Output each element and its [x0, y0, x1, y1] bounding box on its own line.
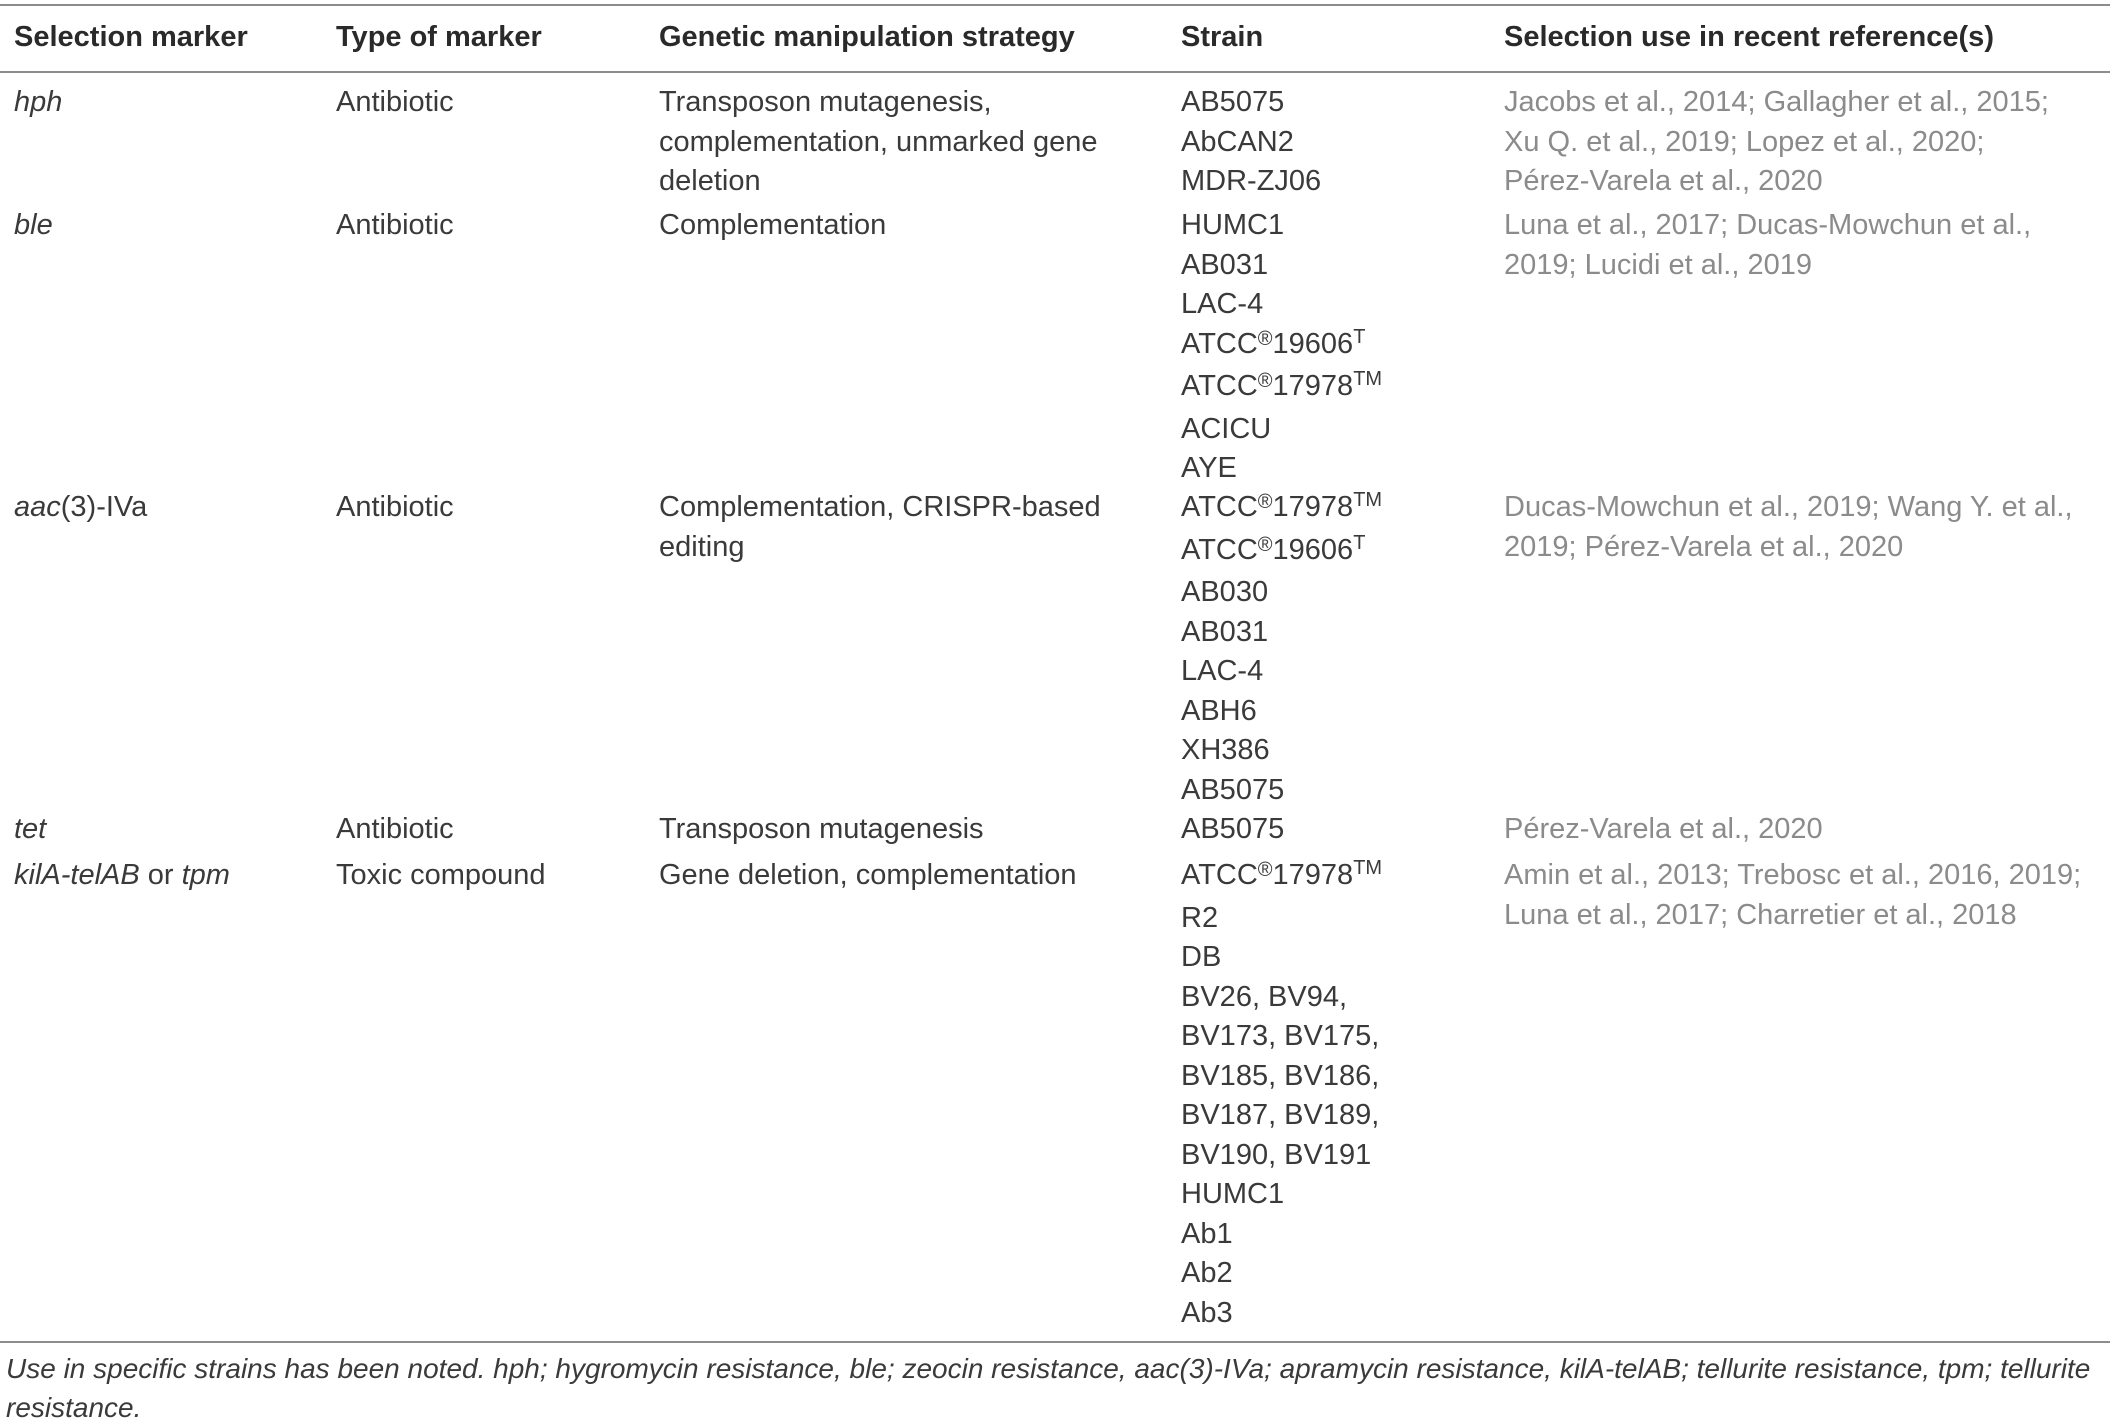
type-strain-mark: T: [1353, 325, 1366, 348]
strategy-line: Transposon mutagenesis,: [659, 86, 992, 118]
header-references: Selection use in recent reference(s): [1504, 21, 1994, 53]
strain-item: BV173, BV175,: [1181, 1020, 1380, 1052]
references-cell: Ducas-Mowchun et al., 2019; Wang Y. et al., 2019; Pérez-Varela et al., 2020: [1504, 491, 2073, 563]
reference-link[interactable]: Trebosc et al., 2016, 2019: [1737, 859, 2074, 891]
table-header-rule: [0, 71, 2110, 73]
reference-link[interactable]: Gallagher et al., 2015: [1763, 86, 2041, 118]
strain-item: AbCAN2: [1181, 125, 1294, 158]
strategy-line: Complementation: [659, 209, 887, 241]
references-cell: [1504, 810, 1823, 850]
strain-item: R2: [1181, 901, 1219, 934]
registered-mark: ®: [1257, 370, 1273, 392]
marker-cell: ble: [14, 209, 53, 241]
strain-item: XH386: [1181, 734, 1270, 766]
reference-link[interactable]: Jacobs et al., 2014: [1504, 86, 1748, 118]
strain-cell: [1181, 856, 1382, 1333]
reference-link[interactable]: Xu Q. et al., 2019: [1504, 125, 1730, 158]
strain-item: ATCC®17978™: [1181, 489, 1383, 523]
strain-item: ABH6: [1181, 694, 1257, 727]
registered-mark: ®: [1257, 327, 1273, 350]
strategy-line: Gene deletion, complementation: [659, 859, 1077, 891]
header-selection-marker: Selection marker: [14, 21, 248, 53]
header-strategy: Genetic manipulation strategy: [659, 21, 1075, 53]
strain-item: LAC-4: [1181, 655, 1264, 687]
reference-link[interactable]: Pérez-Varela et al., 2020: [1584, 530, 1904, 563]
type-strain-mark: T: [1353, 531, 1366, 554]
strain-item: DB: [1181, 941, 1222, 973]
strain-cell: [1181, 810, 1284, 850]
reference-link-part[interactable]: 2019: [1504, 530, 1569, 563]
strain-item: AB031: [1181, 615, 1269, 648]
strategy-line: editing: [659, 530, 745, 563]
strategy-cell: [659, 206, 1159, 246]
strain-item: AB030: [1181, 576, 1269, 608]
reference-link[interactable]: Luna et al., 2017: [1504, 898, 1721, 931]
reference-link[interactable]: Pérez-Varela et al., 2020: [1504, 165, 1823, 197]
strain-item: $ATCC®19606^T$: [1181, 325, 1366, 360]
reference-link[interactable]: Ducas-Mowchun et al., 2019: [1504, 491, 1872, 523]
strain-item: Ab2: [1181, 1257, 1233, 1289]
strain-cell: [1181, 83, 1321, 202]
references-cell: Jacobs et al., 2014; Gallagher et al., 2015; Xu Q. et al., 2019; Lopez et al., 2020; Pérez-Varela et al., 2020: [1504, 86, 2049, 197]
registered-mark: ®: [1257, 533, 1273, 556]
strategy-line: Transposon mutagenesis: [659, 813, 984, 845]
strategy-line: complementation, unmarked gene: [659, 125, 1098, 158]
strain-item: BV185, BV186,: [1181, 1059, 1380, 1092]
table-bottom-rule: [0, 1341, 2110, 1343]
type-cell: Antibiotic: [336, 491, 454, 523]
strain-item: BV26, BV94,: [1181, 980, 1348, 1013]
strain-item: ATCC®17978™: [1181, 857, 1383, 891]
strain-cell: [1181, 206, 1382, 489]
strain-item: Ab3: [1181, 1296, 1233, 1329]
strain-item: MDR-ZJ06: [1181, 165, 1322, 197]
type-cell: Antibiotic: [336, 209, 454, 241]
marker-cell: kilA-telAB or tpm: [14, 859, 230, 891]
strain-item: AB5075: [1181, 86, 1285, 118]
strategy-line: deletion: [659, 165, 761, 197]
trademark-mark: TM: [1353, 857, 1383, 879]
table-top-rule: [0, 4, 2110, 6]
reference-link[interactable]: Lopez et al., 2020: [1745, 125, 1977, 158]
header-type-of-marker: Type of marker: [336, 21, 542, 53]
strain-cell: [1181, 488, 1382, 810]
table-footnote: Use in specific strains has been noted. hph; hygromycin resistance, ble; zeocin resistance, aac(3)-IVa; apramycin resistance, kilA-telAB; tellurite resistance, tpm; tellurite resistance.: [6, 1353, 2091, 1423]
strategy-cell: [659, 810, 1159, 850]
type-cell: Antibiotic: [336, 86, 454, 118]
strain-item: AYE: [1181, 452, 1237, 484]
strain-item: AB5075: [1181, 773, 1285, 806]
reference-link-part[interactable]: Wang Y. et al.,: [1887, 491, 2073, 523]
strategy-line: Complementation, CRISPR-based: [659, 491, 1101, 523]
strategy-cell: [659, 856, 1159, 896]
strain-item: HUMC1: [1181, 209, 1285, 241]
marker-cell: hph: [14, 86, 63, 118]
reference-link[interactable]: Luna et al., 2017: [1504, 209, 1721, 241]
strain-item: $ATCC®19606^T$: [1181, 531, 1366, 566]
marker-cell: aac(3)-IVa: [14, 491, 148, 523]
strain-item: AB031: [1181, 248, 1269, 281]
reference-link[interactable]: Lucidi et al., 2019: [1584, 248, 1812, 281]
marker-cell: tet: [14, 813, 47, 845]
reference-link-part[interactable]: 2019: [1504, 248, 1569, 281]
references-cell: Luna et al., 2017; Ducas-Mowchun et al., 2019; Lucidi et al., 2019: [1504, 209, 2032, 281]
reference-link[interactable]: Charretier et al., 2018: [1736, 898, 2017, 931]
registered-mark: ®: [1257, 491, 1273, 513]
strain-item: BV190, BV191: [1181, 1138, 1372, 1171]
trademark-mark: TM: [1353, 489, 1383, 511]
strain-item: ATCC®17978™: [1181, 368, 1383, 402]
strategy-cell: [659, 488, 1159, 567]
reference-link[interactable]: Pérez-Varela et al., 2020: [1504, 813, 1823, 845]
type-cell: Antibiotic: [336, 813, 454, 845]
registered-mark: ®: [1257, 859, 1273, 881]
strain-item: AB5075: [1181, 813, 1285, 845]
strain-item: HUMC1: [1181, 1178, 1285, 1210]
reference-link[interactable]: Amin et al., 2013: [1504, 859, 1722, 891]
type-cell: Toxic compound: [336, 859, 546, 891]
strain-item: LAC-4: [1181, 288, 1264, 320]
strain-item: BV187, BV189,: [1181, 1099, 1380, 1131]
strain-item: Ab1: [1181, 1217, 1233, 1250]
reference-link-part[interactable]: Ducas-Mowchun et al.,: [1736, 209, 2032, 241]
header-strain: Strain: [1181, 21, 1264, 53]
strain-item: ACICU: [1181, 412, 1272, 445]
strategy-cell: [659, 83, 1159, 202]
trademark-mark: TM: [1353, 368, 1383, 390]
references-cell: Amin et al., 2013; Trebosc et al., 2016, 2019; Luna et al., 2017; Charretier et al., 2018: [1504, 859, 2082, 931]
